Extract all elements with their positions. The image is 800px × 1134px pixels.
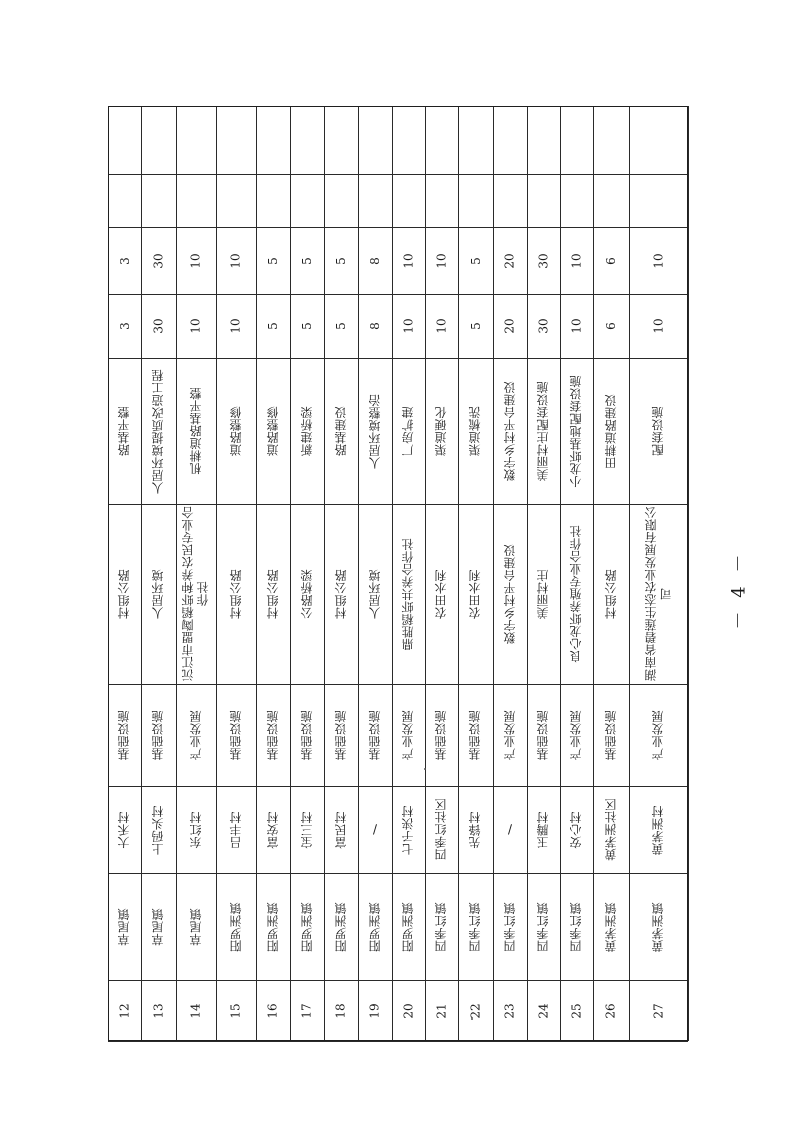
table-cell-town (459, 874, 492, 979)
table-cell-a (325, 175, 357, 226)
table-cell-b (177, 107, 215, 173)
cell-text-subsidy: 5 (333, 256, 348, 265)
cell-text-village: 宝三村 (299, 810, 314, 849)
table-cell-name (217, 505, 255, 683)
table-cell-name (459, 505, 492, 683)
cell-text-subsidy: 10 (229, 252, 243, 269)
cell-text-content: 人居环境提质改造工程 (151, 368, 165, 494)
table-cell-no (359, 981, 391, 1040)
table-cell-village (217, 787, 255, 872)
table-cell-name (528, 505, 559, 683)
table-cell-total (393, 295, 424, 357)
table-cell-village (325, 787, 357, 872)
cell-text-town: 阳罗洲镇 (299, 901, 314, 952)
table-cell-town (630, 874, 687, 979)
table-cell-total (217, 295, 255, 357)
cell-text-no: 25 (569, 1002, 584, 1019)
table-cell-a (142, 175, 175, 226)
cell-text-category: 基础设施 (299, 710, 314, 760)
cell-text-village: 东红村 (188, 810, 203, 849)
cell-text-subsidy: 10 (569, 252, 584, 269)
table-cell-a (459, 175, 492, 226)
table-cell-total (359, 295, 391, 357)
table-cell-subsidy (561, 228, 592, 293)
cell-text-total: 10 (651, 318, 666, 334)
cell-text-no: 17 (300, 1002, 314, 1019)
cell-text-subsidy: 10 (189, 252, 203, 269)
cell-text-no: 12 (117, 1002, 132, 1019)
cell-text-category: 基础设施 (333, 710, 348, 760)
cell-text-village: 富民村 (333, 810, 348, 849)
cell-text-content: 小龙虾基地配套设施 (569, 374, 583, 488)
table-cell-total (142, 295, 175, 357)
table-cell-b (291, 107, 323, 173)
cell-text-total: 5 (468, 322, 483, 330)
table-cell-no (217, 981, 255, 1040)
table-cell-b (528, 107, 559, 173)
table-cell-category (217, 685, 255, 785)
table-cell-b (630, 107, 687, 173)
cell-text-town: 黄茅洲镇 (603, 901, 618, 952)
cell-text-total: 30 (151, 318, 166, 334)
table-cell-town (359, 874, 391, 979)
scan-speck (471, 1018, 473, 1020)
table-cell-town (494, 874, 526, 979)
table-cell-town (109, 874, 140, 979)
cell-text-no: 15 (229, 1002, 243, 1019)
cell-text-town: 草尾镇 (117, 907, 131, 946)
cell-text-village: 先锋村 (468, 810, 482, 849)
cell-text-name: 村组公路 (603, 569, 618, 619)
cell-text-town: 阳罗洲镇 (367, 901, 382, 952)
table-cell-b (217, 107, 255, 173)
table-cell-category (325, 685, 357, 785)
cell-text-total: 10 (229, 318, 243, 334)
cell-text-total: 5 (299, 322, 314, 330)
table-cell-a (594, 175, 628, 226)
cell-text-no: 27 (651, 1002, 666, 1019)
table-cell-content (459, 359, 492, 503)
cell-text-no: 18 (334, 1002, 348, 1019)
cell-text-village: 安心村 (569, 810, 583, 849)
table-cell-town (393, 874, 424, 979)
table-cell-subsidy (109, 228, 140, 293)
table-cell-a (393, 175, 424, 226)
table-cell-subsidy (528, 228, 559, 293)
table-cell-subsidy (630, 228, 687, 293)
table-cell-subsidy (426, 228, 457, 293)
cell-text-subsidy: 30 (151, 252, 166, 269)
cell-text-village: 黄茅洲村 (651, 804, 665, 855)
table-cell-village (257, 787, 289, 872)
table-cell-no (142, 981, 175, 1040)
table-cell-a (426, 175, 457, 226)
table-cell-village (594, 787, 628, 872)
table-cell-name (494, 505, 526, 683)
cell-text-village: 上码头村 (151, 804, 165, 855)
table-cell-subsidy (325, 228, 357, 293)
table-cell-village (291, 787, 323, 872)
table-cell-no (426, 981, 457, 1040)
table-cell-a (528, 175, 559, 226)
cell-text-category: 基础设施 (434, 710, 448, 760)
cell-text-content: 机耕道路基平整 (188, 387, 203, 475)
table-cell-no (528, 981, 559, 1040)
cell-text-no: 23 (503, 1002, 517, 1019)
cell-text-subsidy: 6 (603, 256, 618, 265)
table-cell-no (494, 981, 526, 1040)
cell-text-category: 基础设施 (603, 710, 618, 760)
cell-text-content: 路基平整 (117, 406, 131, 456)
table-cell-name (393, 505, 424, 683)
table-cell-b (494, 107, 526, 173)
table-cell-a (177, 175, 215, 226)
table-cell-total (459, 295, 492, 357)
cell-text-subsidy: 3 (117, 256, 132, 265)
table-cell-category (594, 685, 628, 785)
table-cell-name (257, 505, 289, 683)
table-cell-town (594, 874, 628, 979)
cell-text-category: 基础设施 (468, 710, 482, 760)
table-cell-content (426, 359, 457, 503)
table-cell-category (494, 685, 526, 785)
table-cell-no (291, 981, 323, 1040)
table-cell-subsidy (291, 228, 323, 293)
table-cell-no (325, 981, 357, 1040)
cell-text-subsidy: 5 (265, 256, 280, 265)
cell-text-village: / (367, 822, 382, 837)
table-cell-a (257, 175, 289, 226)
table-cell-town (217, 874, 255, 979)
cell-text-village: 七子浃村 (401, 804, 415, 855)
cell-text-no: 24 (536, 1002, 551, 1019)
cell-text-no: 14 (189, 1002, 203, 1019)
cell-text-subsidy: 10 (401, 252, 416, 269)
cell-text-category: 产业发展 (188, 710, 203, 760)
table-cell-total (630, 295, 687, 357)
table-cell-category (291, 685, 323, 785)
table-cell-a (217, 175, 255, 226)
cell-text-no: 20 (401, 1002, 416, 1019)
table-cell-name (359, 505, 391, 683)
cell-text-category: 基础设施 (228, 710, 243, 760)
table-cell-category (630, 685, 687, 785)
cell-text-village: 吕丰村 (228, 810, 243, 849)
table-cell-name (630, 505, 687, 683)
table-cell-a (359, 175, 391, 226)
page-number (722, 550, 752, 630)
cell-text-content: 路基建设 (333, 406, 348, 456)
cell-text-total: 10 (434, 318, 449, 334)
cell-text-no: 22 (468, 1002, 483, 1019)
table-cell-village (142, 787, 175, 872)
table-cell-b (359, 107, 391, 173)
table-cell-total (291, 295, 323, 357)
table-cell-category (359, 685, 391, 785)
cell-text-subsidy: 5 (468, 256, 483, 265)
cell-text-village: 富安村 (265, 810, 280, 849)
table-cell-town (177, 874, 215, 979)
table-cell-total (177, 295, 215, 357)
table-rule (108, 1041, 688, 1042)
table-cell-no (561, 981, 592, 1040)
table-cell-category (109, 685, 140, 785)
cell-text-town: 四季红镇 (434, 901, 448, 952)
cell-text-village: 大禾村 (117, 810, 131, 849)
table-cell-village (561, 787, 592, 872)
table-cell-total (594, 295, 628, 357)
table-cell-b (393, 107, 424, 173)
cell-text-village: / (502, 822, 517, 837)
cell-text-name: 村组公路 (265, 569, 280, 619)
table-cell-content (257, 359, 289, 503)
cell-text-town: 四季红镇 (569, 901, 583, 952)
table-cell-village (177, 787, 215, 872)
table-cell-category (528, 685, 559, 785)
cell-text-total: 8 (367, 322, 382, 330)
table-cell-village (109, 787, 140, 872)
cell-text-name: 鼎胜稻虾共养合作社 (401, 537, 415, 651)
table-cell-name (561, 505, 592, 683)
table-cell-a (630, 175, 687, 226)
cell-text-content: 渠道梳洗 (468, 406, 482, 456)
cell-text-total: 10 (401, 318, 416, 334)
cell-text-content: 道路整修 (265, 406, 280, 456)
table-cell-no (459, 981, 492, 1040)
cell-text-subsidy: 8 (367, 256, 382, 265)
cell-text-total: 10 (189, 318, 203, 334)
table-cell-content (528, 359, 559, 503)
table-cell-no (257, 981, 289, 1040)
table-cell-no (630, 981, 687, 1040)
table-cell-content (325, 359, 357, 503)
table-cell-b (561, 107, 592, 173)
cell-text-subsidy: 10 (651, 252, 666, 269)
table-cell-b (459, 107, 492, 173)
cell-text-name: 沅江市盟陶稻虾种养农民专业合作社 (181, 506, 210, 682)
table-cell-town (528, 874, 559, 979)
cell-text-town: 阳罗洲镇 (333, 901, 348, 952)
cell-text-subsidy: 5 (299, 256, 314, 265)
cell-text-total: 20 (503, 318, 517, 334)
cell-text-subsidy: 20 (503, 252, 517, 269)
table-cell-subsidy (142, 228, 175, 293)
table-cell-category (177, 685, 215, 785)
table-cell-category (459, 685, 492, 785)
table-cell-content (217, 359, 255, 503)
cell-text-town: 草尾镇 (151, 907, 165, 946)
cell-text-town: 四季红镇 (502, 901, 517, 952)
table-cell-content (561, 359, 592, 503)
cell-text-name: 湖南省碧莲生态农业发展有限公司 (643, 506, 673, 682)
cell-text-subsidy: 10 (434, 252, 449, 269)
table-cell-total (426, 295, 457, 357)
cell-text-content: 人居环境整治 (367, 393, 382, 469)
cell-text-town: 阳罗洲镇 (401, 901, 415, 952)
table-cell-b (325, 107, 357, 173)
table-cell-total (561, 295, 592, 357)
table-cell-total (325, 295, 357, 357)
table-cell-town (257, 874, 289, 979)
cell-text-town: 黄茅洲镇 (651, 901, 665, 952)
cell-text-no: 21 (434, 1002, 449, 1019)
table-cell-total (257, 295, 289, 357)
table-cell-subsidy (257, 228, 289, 293)
table-cell-subsidy (393, 228, 424, 293)
cell-text-town: 草尾镇 (188, 907, 203, 946)
cell-text-total: 5 (265, 322, 280, 330)
cell-text-total: 3 (117, 322, 132, 330)
cell-text-category: 产业发展 (401, 710, 415, 760)
cell-text-name: 美丽村庄 (536, 569, 550, 619)
cell-text-category: 产业发展 (651, 710, 665, 760)
table-cell-a (291, 175, 323, 226)
cell-text-no: 16 (266, 1002, 280, 1019)
table-cell-subsidy (177, 228, 215, 293)
cell-text-no: 13 (151, 1002, 166, 1019)
cell-text-total: 30 (536, 318, 551, 334)
table-cell-no (594, 981, 628, 1040)
table-cell-a (561, 175, 592, 226)
table-cell-a (494, 175, 526, 226)
table-cell-town (142, 874, 175, 979)
cell-text-name: 村组公路 (228, 569, 243, 619)
table-cell-town (291, 874, 323, 979)
table-cell-content (594, 359, 628, 503)
cell-text-village: 四季红社区 (434, 798, 448, 861)
table-cell-village (393, 787, 424, 872)
cell-text-content: 渠道硬化 (434, 406, 448, 456)
table-cell-content (393, 359, 424, 503)
table-cell-content (142, 359, 175, 503)
table-cell-content (291, 359, 323, 503)
table-cell-village (426, 787, 457, 872)
table-cell-no (109, 981, 140, 1040)
table-cell-a (109, 175, 140, 226)
table-cell-name (177, 505, 215, 683)
cell-text-subsidy: 30 (536, 252, 551, 269)
table-cell-b (594, 107, 628, 173)
table-cell-town (325, 874, 357, 979)
cell-text-name: 公路桥梁 (299, 569, 314, 619)
table-cell-name (594, 505, 628, 683)
cell-text-category: 产业发展 (502, 710, 517, 760)
cell-text-town: 阳罗洲镇 (228, 901, 243, 952)
cell-text-name: 农田水利 (434, 569, 448, 619)
table-cell-category (142, 685, 175, 785)
table-cell-category (257, 685, 289, 785)
cell-text-name: 数字乡村平台建设 (502, 544, 517, 644)
table-cell-town (426, 874, 457, 979)
cell-text-category: 产业发展 (569, 710, 583, 760)
cell-text-total: 6 (603, 322, 618, 330)
table-cell-content (109, 359, 140, 503)
table-cell-no (177, 981, 215, 1040)
table-cell-town (561, 874, 592, 979)
table-cell-name (426, 505, 457, 683)
cell-text-total: 5 (333, 322, 348, 330)
cell-text-content: 数字乡村平台建设 (502, 381, 517, 481)
table-cell-village (359, 787, 391, 872)
table-cell-subsidy (459, 228, 492, 293)
cell-text-content: 新建桥梁 (299, 406, 314, 456)
table-cell-total (528, 295, 559, 357)
cell-text-name: 人居环境 (151, 569, 165, 619)
cell-text-category: 基础设施 (151, 710, 165, 760)
cell-text-village: 黄茅洲社区 (603, 798, 618, 861)
table-rule (688, 106, 689, 1041)
table-cell-village (459, 787, 492, 872)
cell-text-village: 玉腾村 (536, 810, 550, 849)
cell-text-content: 道路整修 (228, 406, 243, 456)
table-cell-b (142, 107, 175, 173)
cell-text-name: 人居环境 (367, 569, 382, 619)
table-cell-category (393, 685, 424, 785)
table-cell-total (109, 295, 140, 357)
cell-text-no: 26 (604, 1002, 618, 1019)
cell-text-town: 四季红镇 (468, 901, 482, 952)
table-cell-b (257, 107, 289, 173)
table-cell-subsidy (217, 228, 255, 293)
cell-text-content: 厂房扩建 (401, 406, 415, 456)
table-cell-b (109, 107, 140, 173)
table-cell-content (359, 359, 391, 503)
table-cell-village (630, 787, 687, 872)
table-cell-subsidy (494, 228, 526, 293)
table-cell-village (528, 787, 559, 872)
cell-text-town: 四季红镇 (536, 901, 550, 952)
cell-text-name: 村组公路 (333, 569, 348, 619)
table-cell-name (109, 505, 140, 683)
table-cell-name (325, 505, 357, 683)
cell-text-category: 基础设施 (265, 710, 280, 760)
cell-text-content: 田耕道路建设 (603, 393, 618, 469)
cell-text-content: 美丽村庄配套设施 (536, 381, 550, 481)
scan-speck (424, 768, 426, 770)
cell-text-category: 基础设施 (117, 710, 131, 760)
table-cell-total (494, 295, 526, 357)
table-cell-no (393, 981, 424, 1040)
cell-text-category: 基础设施 (367, 710, 382, 760)
table-cell-name (142, 505, 175, 683)
cell-text-name: 良心龙虾养殖专业合作社 (569, 525, 583, 663)
cell-text-content: 配套设施 (651, 406, 665, 456)
cell-text-category: 基础设施 (536, 710, 550, 760)
table-cell-content (494, 359, 526, 503)
table-cell-village (494, 787, 526, 872)
table-cell-category (561, 685, 592, 785)
table-cell-name (291, 505, 323, 683)
table-cell-subsidy (594, 228, 628, 293)
cell-text-name: 村组公路 (117, 569, 131, 619)
table-cell-b (426, 107, 457, 173)
table-cell-content (177, 359, 215, 503)
cell-text-total: 10 (569, 318, 584, 334)
page-number-text: － 4 － (728, 550, 749, 630)
cell-text-town: 阳罗洲镇 (265, 901, 280, 952)
table-cell-category (426, 685, 457, 785)
table-cell-subsidy (359, 228, 391, 293)
cell-text-name: 农田水利 (468, 569, 482, 619)
table-cell-content (630, 359, 687, 503)
cell-text-no: 19 (368, 1002, 382, 1019)
